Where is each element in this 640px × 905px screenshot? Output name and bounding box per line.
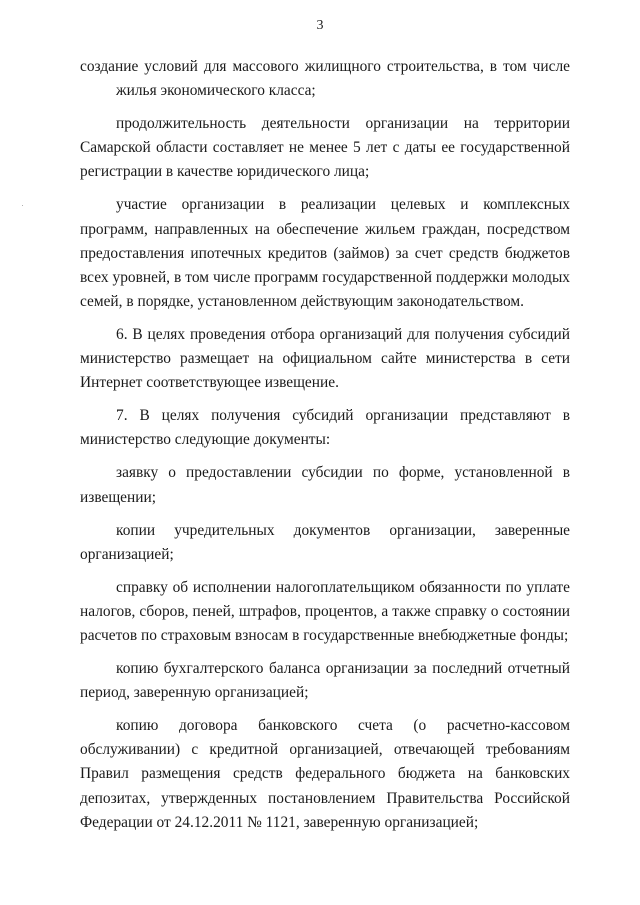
text-line: заявку о предоставлении субсидии по форме, установленной в <box>116 464 570 482</box>
text-line: регистрации в качестве юридического лица; <box>80 163 370 181</box>
paragraph <box>80 519 570 567</box>
text-line: копию договора банковского счета (о расчетно-кассовом <box>116 717 570 735</box>
paragraph <box>80 657 570 705</box>
paragraph <box>80 323 570 395</box>
text-line: организацией; <box>80 545 174 563</box>
text-line: период, заверенную организацией; <box>80 684 309 702</box>
text-line: обслуживании) с кредитной организацией, отвечающей требованиям <box>80 741 570 759</box>
text-line: предоставления ипотечных кредитов (займов) за счет средств бюджетов <box>80 244 570 262</box>
document-body <box>80 55 570 835</box>
scan-artifact <box>22 205 23 206</box>
text-line: депозитах, утвержденных постановлением Правительства Российской <box>80 789 570 807</box>
text-line: программ, направленных на обеспечение жильем граждан, посредством <box>80 220 570 238</box>
text-line: 7. В целях получения субсидий организации представляют в <box>116 407 570 425</box>
page-number: 3 <box>316 18 324 33</box>
text-line: участие организации в реализации целевых и комплексных <box>116 196 570 214</box>
text-line: всех уровней, в том числе программ государственной поддержки молодых <box>80 268 570 286</box>
paragraph <box>80 112 570 184</box>
text-line: копию бухгалтерского баланса организации за последний отчетный <box>116 660 570 678</box>
text-line: Самарской области составляет не менее 5 лет с даты ее государственной <box>80 139 570 157</box>
paragraph <box>80 461 570 509</box>
text-line: Федерации от 24.12.2011 № 1121, заверенную организацией; <box>80 813 479 831</box>
text-line: создание условий для массового жилищного строительства, в том числе <box>80 58 570 75</box>
paragraph <box>80 576 570 648</box>
paragraph <box>80 55 570 103</box>
text-line: копии учредительных документов организации, заверенные <box>116 521 570 539</box>
text-line: продолжительность деятельности организации на территории <box>116 115 570 133</box>
paragraph <box>80 193 570 313</box>
text-line: жилья экономического класса; <box>116 82 316 100</box>
text-line: справку об исполнении налогоплательщиком обязанности по уплате <box>116 578 570 596</box>
text-line: 6. В целях проведения отбора организаций для получения субсидий <box>116 325 570 343</box>
text-line: Правил размещения средств федерального бюджета на банковских <box>80 765 570 783</box>
text-line: Интернет соответствующее извещение. <box>80 374 339 392</box>
text-line: извещении; <box>80 488 156 506</box>
paragraph <box>80 714 570 834</box>
text-line: министерство размещает на официальном сайте министерства в сети <box>80 350 570 368</box>
text-line: расчетов по страховым взносам в государственные внебюджетные фонды; <box>80 626 569 644</box>
text-line: министерство следующие документы: <box>80 431 331 449</box>
text-line: семей, в порядке, установленном действующим законодательством. <box>80 292 524 310</box>
paragraph <box>80 404 570 452</box>
text-line: налогов, сборов, пеней, штрафов, процентов, а также справку о состоянии <box>80 602 570 620</box>
